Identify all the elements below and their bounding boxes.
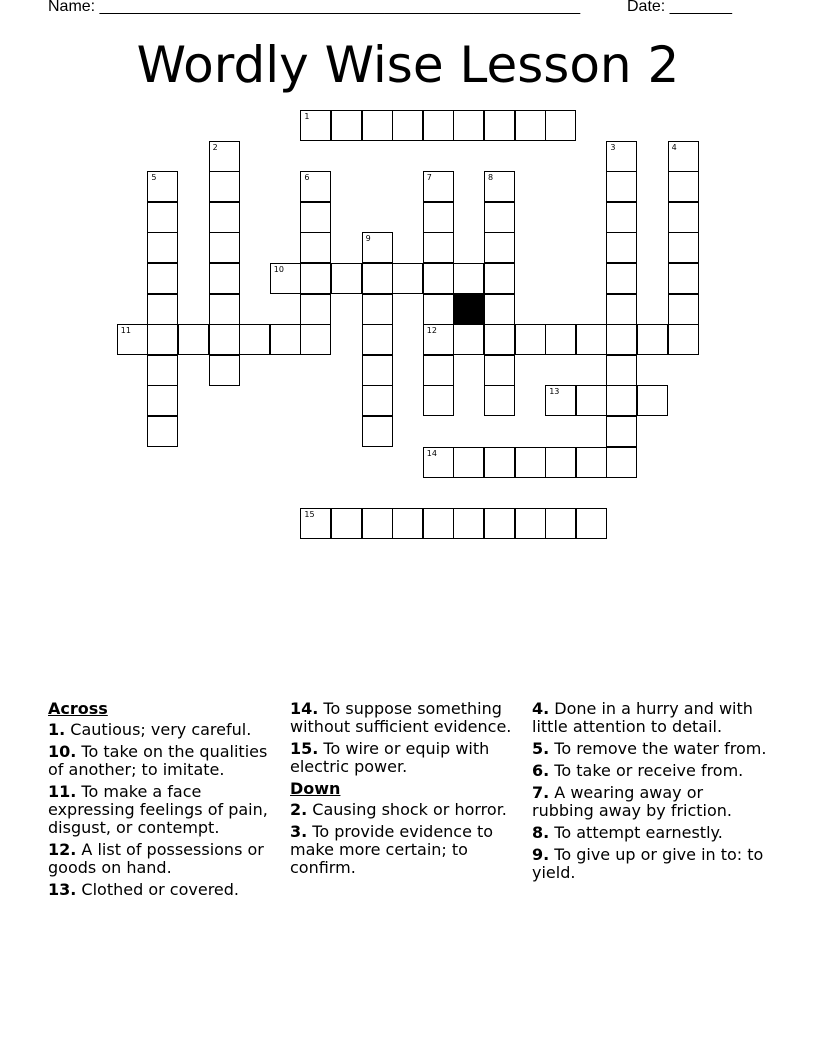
clue-item-number: 6. [532,761,550,780]
letter-cell[interactable] [423,324,454,355]
letter-cell[interactable] [606,202,637,233]
letter-cell[interactable] [270,324,301,355]
letter-cell[interactable] [484,355,515,386]
letter-cell[interactable] [576,508,607,539]
clue-item-text: Done in a hurry and with little attention to detail. [532,699,753,736]
letter-cell[interactable] [147,385,178,416]
clue-number: 9 [365,234,371,244]
letter-cell[interactable] [362,385,393,416]
clue-number: 6 [304,173,310,183]
clue-number: 5 [151,173,157,183]
letter-cell[interactable] [423,385,454,416]
across-clue-list-continued [290,700,525,776]
clue-item [532,700,767,736]
clue-item [48,881,283,899]
clues-column-3 [532,700,767,886]
clue-item-text: To take or receive from. [549,761,744,780]
clue-item-text: Cautious; very careful. [65,720,252,739]
letter-cell[interactable] [300,324,331,355]
letter-cell[interactable] [362,416,393,447]
clue-number: 15 [304,509,315,519]
letter-cell[interactable] [239,324,270,355]
letter-cell[interactable] [147,324,178,355]
clue-item [290,801,525,819]
clue-item-number: 10. [48,742,77,761]
letter-cell[interactable] [484,385,515,416]
letter-cell[interactable] [362,294,393,325]
letter-cell[interactable] [606,232,637,263]
clue-number: 10 [273,265,284,274]
clue-item-text: To give up or give in to: to yield. [532,845,764,882]
letter-cell[interactable] [484,171,515,202]
letter-cell[interactable] [423,110,454,141]
letter-cell[interactable] [209,171,240,202]
letter-cell[interactable] [606,416,637,447]
letter-cell[interactable] [453,263,484,294]
letter-cell[interactable] [300,263,331,294]
letter-cell[interactable] [484,110,515,141]
letter-cell[interactable] [515,110,546,141]
letter-cell[interactable] [362,232,393,263]
clue-item-text: To suppose something without sufficient evidence. [290,699,512,736]
clue-item-number: 8. [532,823,550,842]
letter-cell[interactable] [484,508,515,539]
clue-item [290,740,525,776]
clue-item-text: A list of possessions or goods on hand. [48,840,264,877]
clue-item-number: 13. [48,880,77,899]
date-label: Date: [627,0,666,15]
letter-cell[interactable] [606,294,637,325]
clue-item [48,721,283,739]
letter-cell[interactable] [423,171,454,202]
clue-number: 11 [120,326,131,336]
letter-cell[interactable] [515,508,546,539]
clue-item-number: 2. [290,800,308,819]
across-heading: Across [48,699,108,718]
letter-cell[interactable] [423,232,454,263]
clue-item-text: To remove the water from. [549,739,767,758]
letter-cell[interactable] [606,324,637,355]
letter-cell[interactable] [453,324,484,355]
clue-item-text: Causing shock or horror. [307,800,507,819]
letter-cell[interactable] [270,263,301,294]
letter-cell[interactable] [392,508,423,539]
letter-cell[interactable] [423,355,454,386]
down-clue-list-continued [532,700,767,882]
letter-cell[interactable] [209,263,240,294]
letter-cell[interactable] [147,202,178,233]
letter-cell[interactable] [178,324,209,355]
letter-cell[interactable] [484,294,515,325]
clue-number: 3 [610,142,616,152]
letter-cell[interactable] [453,110,484,141]
black-cell [453,294,484,325]
letter-cell[interactable] [484,263,515,294]
letter-cell[interactable] [362,324,393,355]
clue-item-number: 3. [290,822,308,841]
clue-item [532,740,767,758]
clue-item-text: To make a face expressing feelings of pain, disgust, or contempt. [48,782,268,837]
clue-item-text: To provide evidence to make more certain; to confirm. [290,822,494,877]
letter-cell[interactable] [515,324,546,355]
clue-item-text: To attempt earnestly. [549,823,723,842]
clue-item-text: To wire or equip with electric power. [290,739,490,776]
letter-cell[interactable] [300,202,331,233]
letter-cell[interactable] [331,263,362,294]
letter-cell[interactable] [668,263,699,294]
clue-number: 12 [426,326,437,336]
letter-cell[interactable] [453,508,484,539]
letter-cell[interactable] [147,294,178,325]
letter-cell[interactable] [300,171,331,202]
letter-cell[interactable] [423,202,454,233]
letter-cell[interactable] [484,232,515,263]
clue-number: 8 [488,173,494,183]
letter-cell[interactable] [147,416,178,447]
letter-cell[interactable] [668,232,699,263]
clue-number: 14 [426,448,437,458]
letter-cell[interactable] [606,447,637,478]
clue-item [48,783,283,837]
letter-cell[interactable] [300,110,331,141]
name-label: Name: [48,0,96,15]
clues-column-1 [48,700,283,903]
letter-cell[interactable] [484,202,515,233]
letter-cell[interactable] [209,232,240,263]
letter-cell[interactable] [484,324,515,355]
down-clue-list [290,801,525,877]
letter-cell[interactable] [606,171,637,202]
letter-cell[interactable] [147,355,178,386]
letter-cell[interactable] [668,141,699,172]
letter-cell[interactable] [668,324,699,355]
letter-cell[interactable] [637,385,668,416]
clue-item [532,784,767,820]
letter-cell[interactable] [606,385,637,416]
down-heading: Down [290,779,341,798]
letter-cell[interactable] [362,508,393,539]
letter-cell[interactable] [423,263,454,294]
clue-number: 13 [549,387,560,397]
letter-cell[interactable] [147,263,178,294]
clue-item [48,841,283,877]
letter-cell[interactable] [668,171,699,202]
clue-number: 4 [671,142,677,152]
letter-cell[interactable] [423,447,454,478]
letter-cell[interactable] [362,355,393,386]
letter-cell[interactable] [147,171,178,202]
letter-cell[interactable] [331,508,362,539]
clue-item-number: 5. [532,739,550,758]
letter-cell[interactable] [484,447,515,478]
page-title: Wordly Wise Lesson 2 [136,36,680,94]
letter-cell[interactable] [545,385,576,416]
letter-cell[interactable] [515,447,546,478]
letter-cell[interactable] [637,324,668,355]
letter-cell[interactable] [545,324,576,355]
letter-cell[interactable] [392,110,423,141]
letter-cell[interactable] [453,447,484,478]
letter-cell[interactable] [545,110,576,141]
letter-cell[interactable] [668,294,699,325]
clue-item-number: 15. [290,739,319,758]
letter-cell[interactable] [606,141,637,172]
clue-item-text: A wearing away or rubbing away by friction. [532,783,733,820]
letter-cell[interactable] [209,141,240,172]
clue-item-text: Clothed or covered. [76,880,239,899]
letter-cell[interactable] [606,263,637,294]
letter-cell[interactable] [209,355,240,386]
letter-cell[interactable] [423,294,454,325]
clue-item [48,743,283,779]
date-line: _______ [669,0,732,15]
letter-cell[interactable] [209,324,240,355]
clue-item [532,762,767,780]
letter-cell[interactable] [209,294,240,325]
letter-cell[interactable] [576,447,607,478]
clue-number: 1 [304,112,310,121]
across-clue-list [48,721,283,899]
letter-cell[interactable] [545,447,576,478]
clue-item [532,846,767,882]
clues-column-2 [290,700,525,881]
letter-cell[interactable] [209,202,240,233]
letter-cell[interactable] [576,324,607,355]
clue-number: 2 [212,142,218,152]
clue-item-number: 11. [48,782,77,801]
letter-cell[interactable] [147,232,178,263]
letter-cell[interactable] [300,508,331,539]
name-line: ______________________________________________________ [99,0,581,15]
clue-item-number: 7. [532,783,550,802]
clue-item [532,824,767,842]
clue-item-text: To take on the qualities of another; to imitate. [48,742,268,779]
clue-item [290,700,525,736]
letter-cell[interactable] [300,232,331,263]
letter-cell[interactable] [576,385,607,416]
letter-cell[interactable] [362,263,393,294]
letter-cell[interactable] [606,355,637,386]
letter-cell[interactable] [545,508,576,539]
letter-cell[interactable] [362,110,393,141]
clue-item-number: 4. [532,699,550,718]
clue-item-number: 1. [48,720,66,739]
clue-item-number: 14. [290,699,319,718]
letter-cell[interactable] [668,202,699,233]
clue-item-number: 12. [48,840,77,859]
letter-cell[interactable] [117,324,148,355]
letter-cell[interactable] [392,263,423,294]
clue-item [290,823,525,877]
letter-cell[interactable] [331,110,362,141]
letter-cell[interactable] [300,294,331,325]
letter-cell[interactable] [423,508,454,539]
clue-item-number: 9. [532,845,550,864]
clue-number: 7 [426,173,432,183]
